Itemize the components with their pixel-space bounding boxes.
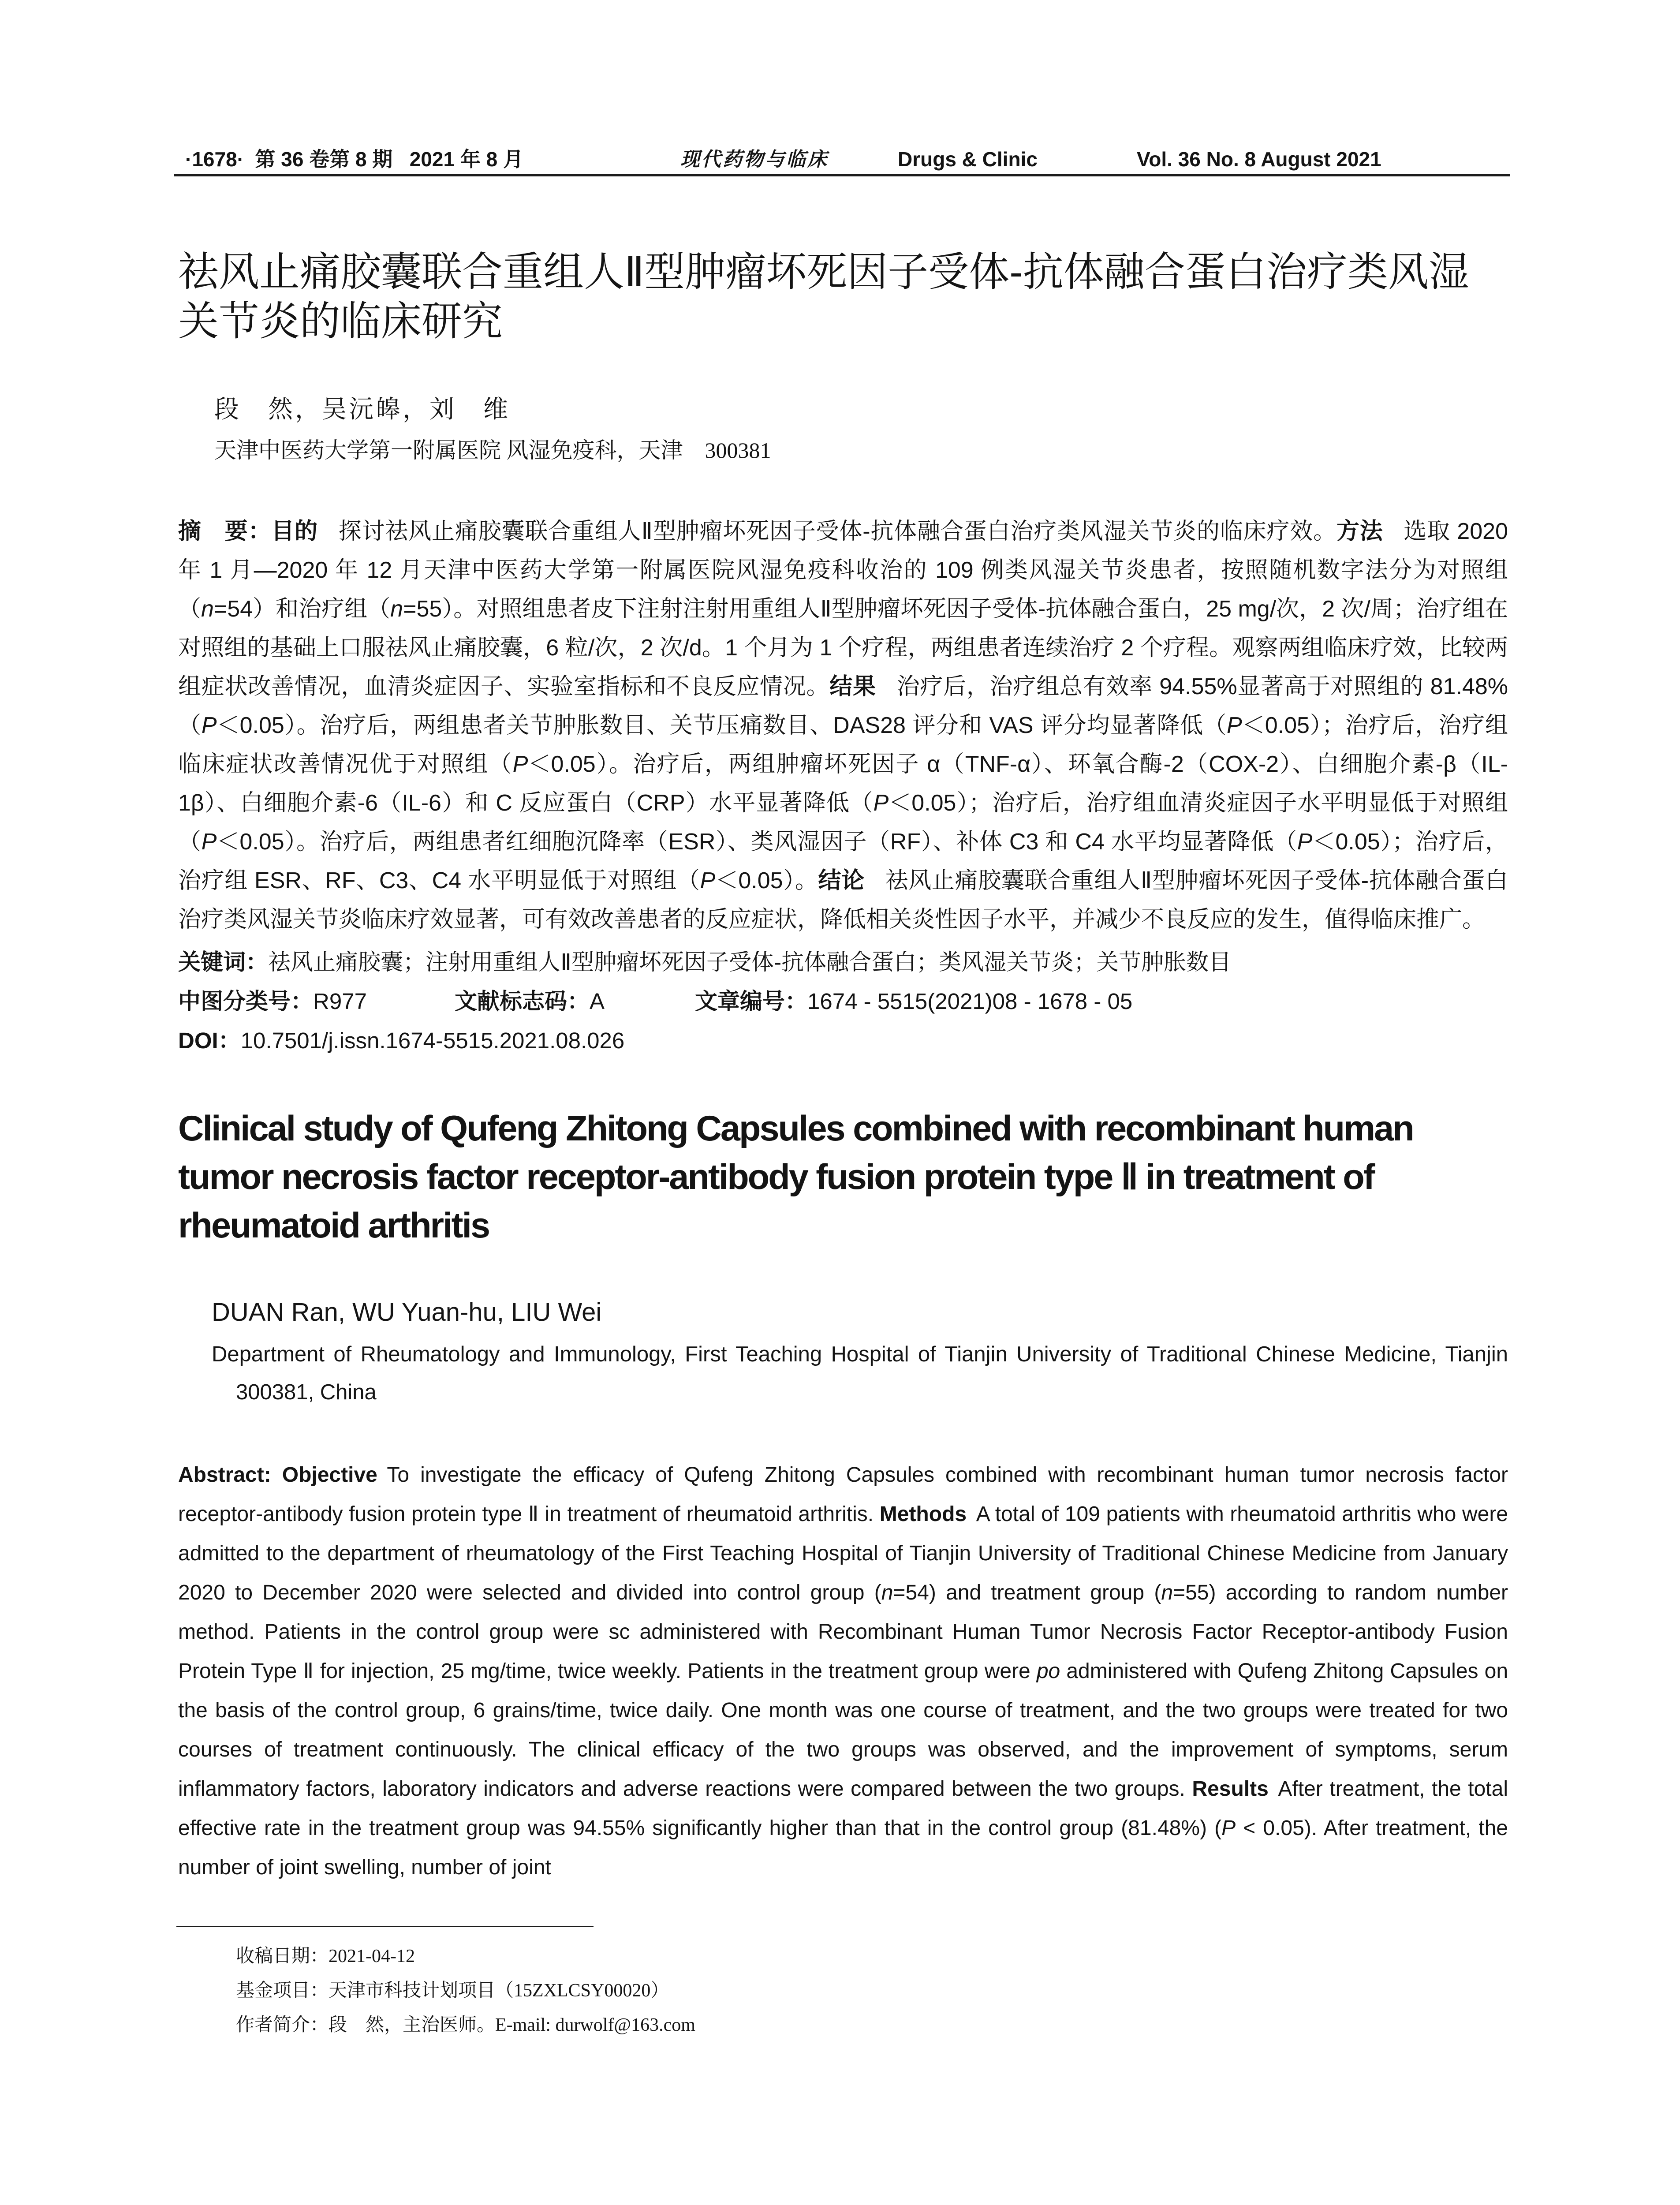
abstract-text: =54）和治疗组（ <box>213 596 391 622</box>
abstract-section-label: 结果 <box>829 674 876 699</box>
footnotes <box>178 1939 1508 2042</box>
italic-symbol: n <box>881 1581 893 1604</box>
article-number-label: 文章编号： <box>695 989 808 1014</box>
abstract-text: =54) and treatment group ( <box>893 1581 1161 1604</box>
journal-name-cn: 现代药物与临床 <box>680 148 829 171</box>
abstract-section-label: Objective <box>282 1463 377 1487</box>
article-body <box>178 247 1508 2042</box>
italic-symbol: P <box>1297 829 1313 855</box>
abstract-section-label: 方法 <box>1336 519 1383 544</box>
italic-symbol: P <box>201 713 217 738</box>
italic-symbol: P <box>700 868 716 893</box>
abstract-en <box>178 1455 1508 1887</box>
document-code <box>455 982 695 1021</box>
keywords-label: 关键词： <box>178 949 269 975</box>
abstract-text: administered with Qufeng Zhitong Capsules on the basis of the control group, 6 grains/time, twice daily. One month was one course of treatment, and the two groups were treated for two courses of treatment continuously. The clinical efficacy of the two groups was observed, and the improvement of symptoms, serum inflammatory factors, laboratory indicators and adverse reactions were compared between the two groups. <box>178 1659 1508 1801</box>
abstract-section-label: Methods <box>879 1502 967 1526</box>
author-bio-note: 作者简介：段 然，主治医师。E-mail: durwolf@163.com <box>236 2015 695 2035</box>
clc-value: R977 <box>313 989 367 1014</box>
abstract-text: ＜0.05）；治疗后，治疗组临床症状改善情况优于对照组（ <box>178 713 1508 777</box>
abstract-text: ＜0.05）。治疗后，两组患者关节肿胀数目、关节压痛数目、DAS28 评分和 VAS 评分均显著降低（ <box>217 713 1227 738</box>
abstract-text: ＜0.05）。 <box>715 868 818 893</box>
italic-symbol: P <box>201 829 217 855</box>
abstract-text: ＜0.05）。治疗后，两组患者红细胞沉降率（ESR）、类风湿因子（RF）、补体 C3 和 C4 水平均显著降低（ <box>217 829 1297 855</box>
abstract-section-label: 结论 <box>818 868 865 893</box>
title-en: Clinical study of Qufeng Zhitong Capsules combined with recombinant human tumor necrosis factor receptor-antibody fusion protein type Ⅱ in treatment of rheumatoid arthritis <box>178 1109 1413 1245</box>
abstract-section-label: Abstract: <box>178 1463 282 1487</box>
abstract-text: To investigate the efficacy of Qufeng Zhitong Capsules combined with recombinant human tumor necrosis factor receptor-antibody fusion protein type Ⅱ in treatment of rheumatoid arthritis. <box>178 1463 1508 1526</box>
title-cn: 祛风止痛胶囊联合重组人Ⅱ型肿瘤坏死因子受体-抗体融合蛋白治疗类风湿关节炎的临床研究 <box>178 250 1469 344</box>
doi-line <box>178 1021 1508 1060</box>
abstract-text: < 0.05). After treatment, the number of joint swelling, number of joint <box>178 1816 1508 1879</box>
italic-symbol: P <box>1221 1816 1236 1840</box>
issue-info: ·1678· 第 36 卷第 8 期 2021 年 8 月 <box>185 148 523 171</box>
abstract-text: =55) according to random number method. Patients in the control group were sc administered with Recombinant Human Tumor Necrosis Factor Receptor-antibody Fusion Protein Type Ⅱ for injection, 25 mg/time, twice weekly. Patients in the treatment group were <box>178 1581 1508 1683</box>
affiliation-en: Department of Rheumatology and Immunology, First Teaching Hospital of Tianjin University of Traditional Chinese Medicine, Tianjin 300381, China <box>212 1342 1508 1404</box>
abstract-text: 探讨祛风止痛胶囊联合重组人Ⅱ型肿瘤坏死因子受体-抗体融合蛋白治疗类风湿关节炎的临床疗效。 <box>338 519 1337 544</box>
abstract-text: 治疗后，治疗组总有效率 94.55%显著高于对照组的 81.48%（ <box>178 674 1508 738</box>
article-number <box>695 982 1132 1021</box>
authors-en: DUAN Ran, WU Yuan-hu, LIU Wei <box>212 1298 602 1327</box>
abstract-text: A total of 109 patients with rheumatoid arthritis who were admitted to the department of rheumatology of the First Teaching Hospital of Tianjin University of Traditional Chinese Medicine from January 2020 to December 2020 were selected and divided into control group ( <box>178 1502 1508 1604</box>
abstract-section-label: Results <box>1192 1777 1269 1801</box>
clc-number <box>178 982 455 1021</box>
italic-symbol: po <box>1036 1659 1060 1683</box>
keywords-text: 祛风止痛胶囊；注射用重组人Ⅱ型肿瘤坏死因子受体-抗体融合蛋白；类风湿关节炎；关节肿胀数目 <box>268 949 1232 975</box>
keywords-cn <box>178 942 1508 982</box>
italic-symbol: P <box>873 790 889 816</box>
clc-label: 中图分类号： <box>178 989 314 1014</box>
abstract-text: ＜0.05）；治疗后，治疗组 ESR、RF、C3、C4 水平明显低于对照组（ <box>178 829 1508 893</box>
affiliation-cn: 天津中医药大学第一附属医院 风湿免疫科，天津 300381 <box>214 438 771 463</box>
italic-symbol: n <box>390 596 403 622</box>
document-code-label: 文献标志码： <box>455 989 590 1014</box>
abstract-text: 选取 2020 年 1 月—2020 年 12 月天津中医药大学第一附属医院风湿免疫科收治的 109 例类风湿关节炎患者，按照随机数字法分为对照组（ <box>178 519 1508 622</box>
italic-symbol: n <box>1161 1581 1173 1604</box>
journal-name-en: Drugs & Clinic <box>898 148 1038 171</box>
article-number-value: 1674 - 5515(2021)08 - 1678 - 05 <box>807 989 1133 1014</box>
abstract-text: 祛风止痛胶囊联合重组人Ⅱ型肿瘤坏死因子受体-抗体融合蛋白治疗类风湿关节炎临床疗效显著，可有效改善患者的反应症状，降低相关炎性因子水平，并减少不良反应的发生，值得临床推广。 <box>178 868 1508 932</box>
document-code-value: A <box>590 989 605 1014</box>
abstract-section-label: 摘 要： <box>178 519 272 544</box>
italic-symbol: P <box>512 751 528 777</box>
italic-symbol: n <box>201 596 214 622</box>
doi-link[interactable]: 10.7501/j.issn.1674-5515.2021.08.026 <box>240 1028 625 1053</box>
abstract-text: ＜0.05）；治疗后，治疗组血清炎症因子水平明显低于对照组（ <box>178 790 1508 855</box>
running-header <box>174 145 1510 176</box>
abstract-cn <box>178 512 1508 939</box>
abstract-section-label: 目的 <box>271 519 318 544</box>
italic-symbol: P <box>1227 713 1242 738</box>
footnote-divider <box>176 1926 594 1927</box>
authors-cn: 段 然，吴沅皞，刘 维 <box>214 395 510 424</box>
abstract-text: =55）。对照组患者皮下注射注射用重组人Ⅱ型肿瘤坏死因子受体-抗体融合蛋白，25 mg/次，2 次/周；治疗组在对照组的基础上口服祛风止痛胶囊，6 粒/次，2 次/d。1 个月为 1 个疗程，两组患者连续治疗 2 个疗程。观察两组临床疗效，比较两组症状改善情况，血清炎症因子、实验室指标和不良反应情况。 <box>178 596 1508 699</box>
doi-label: DOI： <box>178 1028 241 1053</box>
abstract-text: ＜0.05）。治疗后，两组肿瘤坏死因子 α（TNF-α）、环氧合酶-2（COX-2）、白细胞介素-β（IL-1β）、白细胞介素-6（IL-6）和 C 反应蛋白（CRP）水平显著降低（ <box>178 751 1508 816</box>
abstract-text: After treatment, the total effective rate in the treatment group was 94.55% significantly higher than that in the control group (81.48%) ( <box>178 1777 1508 1840</box>
funding-note: 基金项目：天津市科技计划项目（15ZXLCSY00020） <box>236 1981 669 2001</box>
classification-line <box>178 982 1508 1021</box>
volume-info: Vol. 36 No. 8 August 2021 <box>1137 148 1381 171</box>
received-date-note: 收稿日期：2021-04-12 <box>236 1946 415 1966</box>
